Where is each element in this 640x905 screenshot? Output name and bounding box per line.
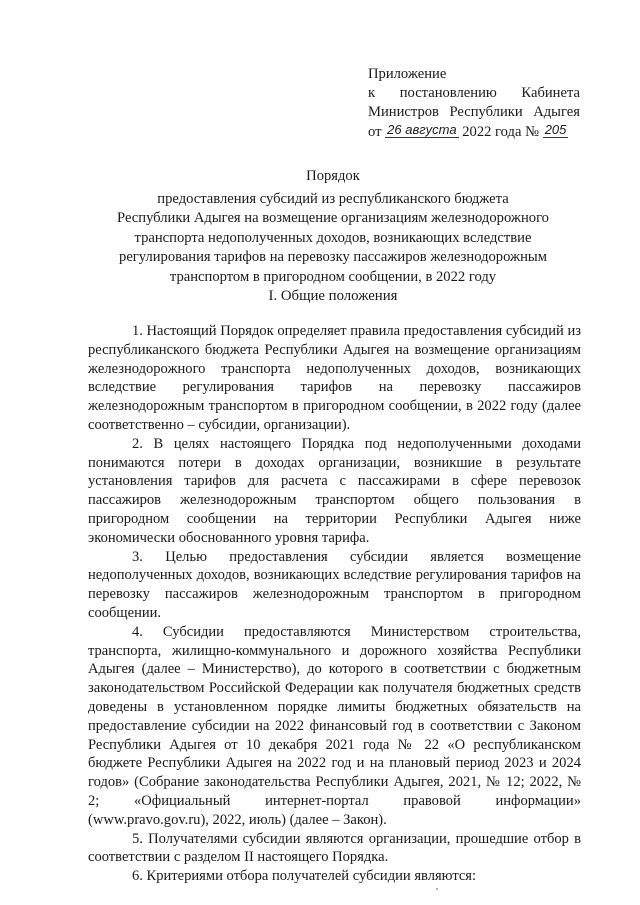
appendix-line-3 <box>368 103 580 122</box>
appendix-date-line <box>368 122 580 142</box>
appendix-title: Приложение <box>368 66 447 82</box>
title-line: транспортом в пригородном сообщении, в 2022 году <box>169 268 497 285</box>
appendix-word: Адыгея <box>533 104 580 120</box>
title-line: регулирования тарифов на перевозку пассажиров железнодорожным <box>119 249 547 265</box>
appendix-word: Республики <box>449 104 523 120</box>
appendix-line-2 <box>368 84 580 103</box>
appendix-word: Министров <box>368 104 439 120</box>
document-body <box>88 322 581 886</box>
decree-date: 26 августа <box>387 122 457 137</box>
paragraph: 4. Субсидии предоставляются Министерством строительства, транспорта, жилищно-коммунального и дорожного хозяйства Республики Адыгея (далее – Министерство), до которого в соответствии с бюджетным законодательством Российской Федерации как получателя бюджетных средств доведены в установленном порядке лимиты бюджетных обязательств на предоставление субсидии на 2022 финансовый год в соответствии с Законом Республики Адыгея от 10 декабря 2021 года № 22 «О республиканском бюджете Республики Адыгея на 2022 год и на плановый период 2023 и 2024 годов» (Собрание законодательства Республики Адыгея, 2021, № 12; 2022, № 2; «Официальный интернет-портал правовой информации» (www.pravo.gov.ru), 2022, июль) (далее – Закон). <box>88 623 581 828</box>
paragraph: 3. Целью предоставления субсидии является возмещение недополученных доходов, возникающих вследствие регулирования тарифов на перевозку пассажиров железнодорожным транспортом в пригородном сообщении. <box>88 548 581 621</box>
appendix-word: постановлению <box>399 85 497 101</box>
scan-speck <box>436 888 438 890</box>
decree-number: 205 <box>544 122 567 137</box>
title-line: Республики Адыгея на возмещение организациям железнодорожного <box>117 210 549 226</box>
paragraph: 2. В целях настоящего Порядка под недополученными доходами понимаются потери в доходах организации, возникшие в результате установления тарифов для расчета с пассажирами в сфере перевозок пассажиров железнодорожным транспортом общего пользования в пригородном сообщении на территории Республики Адыгея ниже экономически обоснованного уровня тарифа. <box>88 435 581 546</box>
appendix-word: Кабинета <box>521 85 580 101</box>
document-title <box>88 167 578 287</box>
paragraph: 6. Критериями отбора получателей субсидии являются: <box>132 868 477 885</box>
date-prefix: от <box>368 124 382 140</box>
title-line: транспорта недополученных доходов, возникающих вследствие <box>134 229 532 246</box>
title-line: предоставления субсидий из республиканского бюджета <box>157 190 509 207</box>
paragraph: 5. Получателями субсидии являются организации, прошедшие отбор в соответствии с разделом II настоящего Порядка. <box>88 830 581 866</box>
section-title: I. Общие положения <box>268 288 398 304</box>
appendix-word: к <box>368 85 376 101</box>
paragraph: 1. Настоящий Порядок определяет правила предоставления субсидий из республиканского бюджета Республики Адыгея на возмещение организациям железнодорожного транспорта недополученных доходов, возникающих вследствие регулирования тарифов на перевозку пассажиров железнодорожным транспортом в пригородном сообщении, в 2022 году (далее соответственно – субсидии, организации). <box>88 323 581 433</box>
appendix-block <box>368 65 580 142</box>
document-heading: Порядок <box>306 168 360 184</box>
decree-year: 2022 года № <box>462 124 540 140</box>
